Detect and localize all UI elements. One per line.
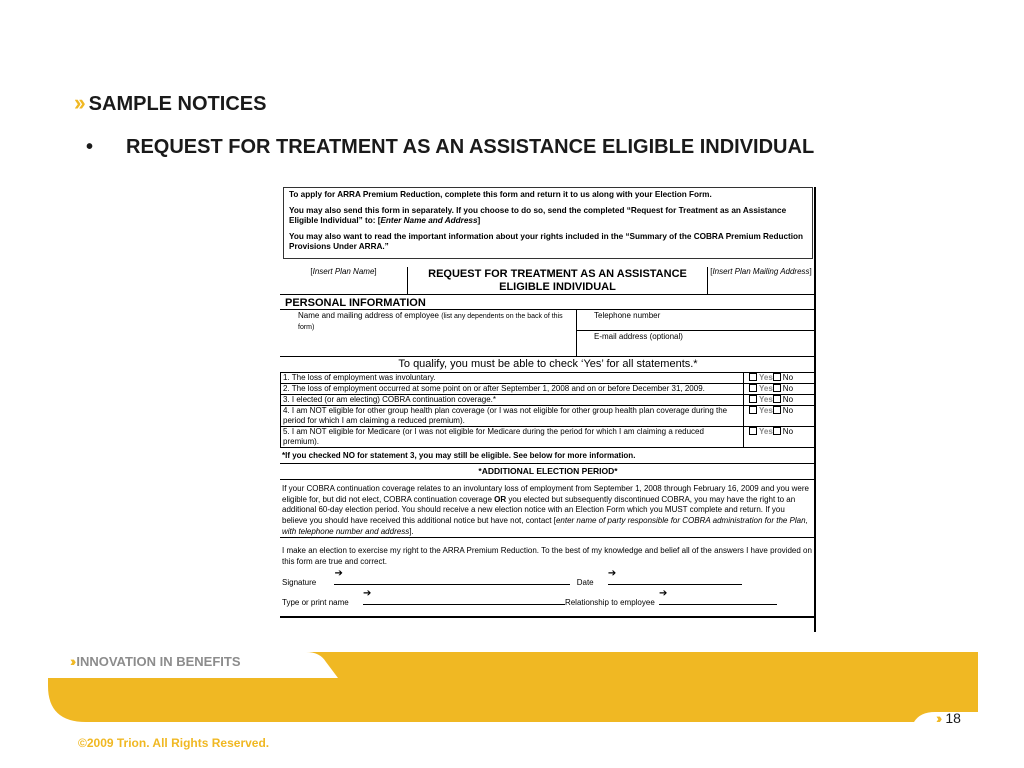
- name-address-label: Name and mailing address of employee: [298, 311, 439, 320]
- chevron-icon: ››: [70, 653, 74, 669]
- rule: [280, 537, 816, 538]
- bullet-heading-text: REQUEST FOR TREATMENT AS AN ASSISTANCE ELIGIBLE INDIVIDUAL: [126, 136, 815, 158]
- statement-text: 2. The loss of employment occurred at some point on or after September 1, 2008 and on or before December 31, 2009.: [281, 384, 744, 395]
- yes-checkbox[interactable]: [749, 373, 757, 381]
- arrow-right-icon: ➔: [659, 588, 668, 599]
- statement-row: [281, 384, 816, 395]
- enter-name-address: Enter Name and Address: [380, 216, 478, 225]
- bullet-heading: [86, 136, 814, 159]
- date-label: Date: [576, 578, 594, 587]
- statement-row: [281, 406, 816, 427]
- arrow-right-icon: ➔: [362, 588, 372, 599]
- page-number-text: 18: [945, 710, 961, 726]
- plan-address-placeholder: Insert Plan Mailing Address: [712, 267, 810, 276]
- yes-no-choice: Yes No: [744, 395, 816, 406]
- signature-row: [282, 568, 742, 588]
- signature-line[interactable]: [334, 568, 570, 585]
- rule: [280, 309, 816, 310]
- bullet-icon: •: [86, 136, 94, 158]
- email-field[interactable]: E-mail address (optional): [594, 332, 683, 341]
- signature-label: Signature: [282, 578, 317, 587]
- rule: [280, 479, 816, 480]
- no-checkbox[interactable]: [773, 395, 781, 403]
- yes-checkbox[interactable]: [749, 384, 757, 392]
- statement-3-note: *If you checked NO for statement 3, you may still be eligible. See below for more information.: [282, 451, 636, 460]
- print-name-line[interactable]: [362, 588, 565, 605]
- relationship-label: Relationship to employee: [564, 598, 655, 607]
- rule: [280, 463, 816, 464]
- additional-election-body: If your COBRA continuation coverage relates to an involuntary loss of employment from September 1, 2008 through February 16, 2009 and you were eligible for, but did not elect, COBRA continuation coverage OR you elected but subsequently discontinued COBRA, you may have the right to an additional 60-day election period. You should receive a new election notice with an Election Form which you MUST complete and return. If you believe you should have received this additional notice but have not, contact [enter name of party responsible for COBRA administration for the Plan, with telephone number and address].: [282, 484, 809, 536]
- telephone-field[interactable]: Telephone number: [594, 311, 661, 320]
- request-form: [280, 187, 816, 632]
- plan-name-cell: [Insert Plan Name]: [280, 267, 408, 295]
- footer-brand: [70, 653, 241, 669]
- chevron-icon: ››: [936, 710, 940, 726]
- form-title: REQUEST FOR TREATMENT AS AN ASSISTANCE ELIGIBLE INDIVIDUAL: [408, 267, 708, 295]
- statement-text: 3. I elected (or am electing) COBRA continuation coverage.*: [281, 395, 744, 406]
- print-name-label: Type or print name: [282, 598, 349, 607]
- arrow-right-icon: ➔: [334, 568, 343, 579]
- chevron-icon: ››: [74, 90, 83, 115]
- no-checkbox[interactable]: [773, 427, 781, 435]
- personal-info-heading: PERSONAL INFORMATION: [285, 297, 426, 309]
- page-number: [936, 710, 961, 726]
- statement-text: 4. I am NOT eligible for other group health plan coverage (or I was not eligible for other group health plan coverage during the period for which I am claiming a reduced premium).: [281, 406, 744, 427]
- qualify-text: To qualify, you must be able to check ‘Yes’ for all statements.*: [398, 358, 698, 370]
- statement-text: 5. I am NOT eligible for Medicare (or I was not eligible for Medicare during the period for which I am claiming a reduced premium).: [281, 427, 744, 448]
- no-checkbox[interactable]: [773, 373, 781, 381]
- yes-checkbox[interactable]: [749, 395, 757, 403]
- yes-no-choice: Yes No: [744, 384, 816, 395]
- rule: [280, 616, 816, 618]
- yes-checkbox[interactable]: [749, 406, 757, 414]
- instruction-2: You may also send this form in separately. If you choose to do so, send the completed “Request for Treatment as an Assistance Eligible Individual” to: [Enter Name and Address]: [289, 205, 787, 225]
- statement-row: [281, 395, 816, 406]
- instruction-3: You may also want to read the important information about your rights included in the “Summary of the COBRA Premium Reduction Provisions Under ARRA.”: [289, 231, 804, 251]
- slide-title-text: SAMPLE NOTICES: [88, 93, 267, 115]
- yes-no-choice: Yes No: [744, 406, 816, 427]
- slide-title: [74, 90, 266, 116]
- no-checkbox[interactable]: [773, 406, 781, 414]
- statements-table: [280, 372, 816, 448]
- statement-text: 1. The loss of employment was involuntary.: [281, 373, 744, 384]
- footer-brand-text: INNOVATION IN BENEFITS: [76, 654, 241, 669]
- yes-checkbox[interactable]: [749, 427, 757, 435]
- instructions-box: [283, 187, 813, 259]
- copyright: ©2009 Trion. All Rights Reserved.: [78, 736, 270, 750]
- yes-no-choice: Yes No: [744, 373, 816, 384]
- relationship-line[interactable]: [659, 588, 777, 605]
- plan-name-placeholder: Insert Plan Name: [312, 267, 375, 276]
- print-name-row: [282, 588, 777, 608]
- yes-no-choice: Yes No: [744, 427, 816, 448]
- name-address-field[interactable]: [298, 311, 574, 333]
- election-statement: I make an election to exercise my right to the ARRA Premium Reduction. To the best of my knowledge and belief all of the answers I have provided on this form are true and correct.: [282, 546, 812, 566]
- rule: [576, 330, 816, 331]
- no-checkbox[interactable]: [773, 384, 781, 392]
- name-address-note: (list any dependents on the back of this form): [298, 313, 563, 331]
- instruction-1: To apply for ARRA Premium Reduction, complete this form and return it to us along with your Election Form.: [289, 190, 712, 199]
- statement-row: [281, 373, 816, 384]
- additional-election-heading: *ADDITIONAL ELECTION PERIOD*: [478, 466, 618, 476]
- date-line[interactable]: [607, 568, 742, 585]
- statement-row: [281, 427, 816, 448]
- plan-address-cell: [Insert Plan Mailing Address]: [708, 267, 814, 295]
- column-divider: [576, 310, 577, 356]
- arrow-right-icon: ➔: [607, 568, 617, 579]
